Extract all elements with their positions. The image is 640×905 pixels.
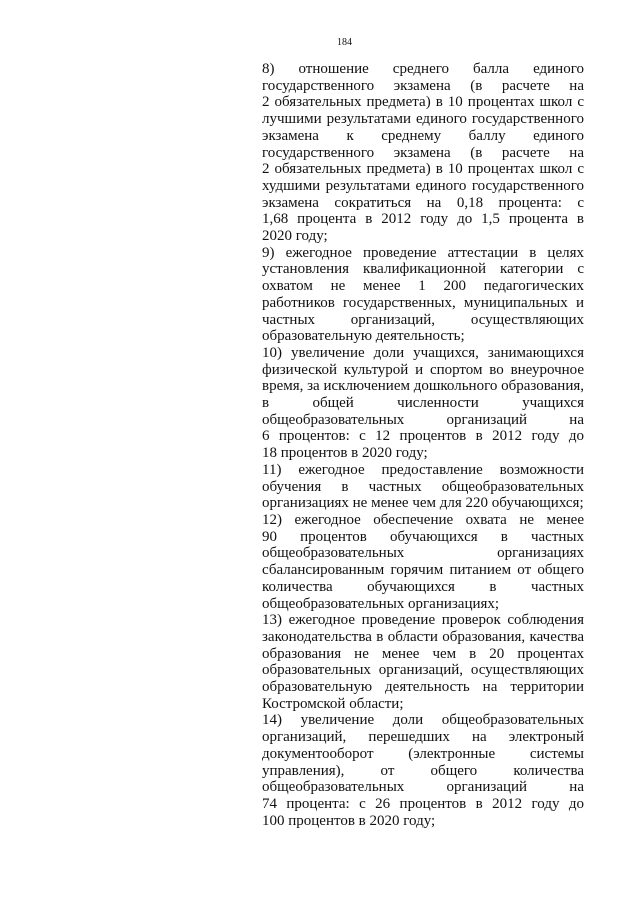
text-line: сбалансированным горячим питанием от общего <box>262 562 584 579</box>
text-line: 90 процентов обучающихся в частных <box>262 528 584 545</box>
list-item <box>262 345 584 462</box>
text-line: экзамена к среднему баллу единого <box>262 127 584 144</box>
text-line: лучшими результатами единого государственного <box>262 111 584 128</box>
text-line: 11) ежегодное предоставление возможности <box>262 461 584 478</box>
text-line: охватом не менее 1 200 педагогических <box>262 278 584 295</box>
text-line: экзамена сократиться на 0,18 процента: с <box>262 194 584 211</box>
text-line: 9) ежегодное проведение аттестации в целях <box>262 244 584 261</box>
text-line: работников государственных, муниципальных и <box>262 294 584 311</box>
text-line: 12) ежегодное обеспечение охвата не менее <box>262 511 584 528</box>
text-line: в общей численности учащихся <box>262 395 584 412</box>
text-line: документооборот (электронные системы <box>262 745 584 762</box>
document-body <box>262 61 584 829</box>
text-line: частных организаций, осуществляющих <box>262 311 584 328</box>
text-line: 74 процента: с 26 процентов в 2012 году до <box>262 795 584 812</box>
text-line: 2020 году; <box>262 228 328 245</box>
text-line: 14) увеличение доли общеобразовательных <box>262 712 584 729</box>
list-item <box>262 245 584 345</box>
text-line: общеобразовательных организаций на <box>262 411 584 428</box>
text-line: 8) отношение среднего балла единого <box>262 61 584 77</box>
text-line: законодательства в области образования, качества <box>262 628 584 645</box>
text-line: время, за исключением дошкольного образования, <box>262 378 584 395</box>
text-line: 2 обязательных предмета) в 10 процентах школ с <box>262 161 584 178</box>
text-line: Костромской области; <box>262 695 404 712</box>
text-line: образовательную деятельность на территории <box>262 679 584 696</box>
list-item <box>262 712 584 829</box>
text-line: общеобразовательных организациях <box>262 545 584 562</box>
list-item <box>262 61 584 245</box>
text-line: управления), от общего количества <box>262 762 584 779</box>
text-line: государственного экзамена (в расчете на <box>262 144 584 161</box>
text-line: 2 обязательных предмета) в 10 процентах школ с <box>262 94 584 111</box>
text-line: образовательную деятельность; <box>262 328 465 345</box>
page-number: 184 <box>337 37 352 48</box>
list-item <box>262 462 584 512</box>
text-line: государственного экзамена (в расчете на <box>262 77 584 94</box>
text-line: образования не менее чем в 20 процентах <box>262 645 584 662</box>
text-line: общеобразовательных организаций на <box>262 779 584 796</box>
text-line: образовательных организаций, осуществляющих <box>262 662 584 679</box>
text-line: 100 процентов в 2020 году; <box>262 812 436 829</box>
text-line: 1,68 процента в 2012 году до 1,5 процента в <box>262 211 584 228</box>
text-line: организациях не менее чем для 220 обучающихся; <box>262 495 584 512</box>
text-line: общеобразовательных организациях; <box>262 595 500 612</box>
text-line: обучения в частных общеобразовательных <box>262 478 584 495</box>
list-item <box>262 512 584 612</box>
text-line: количества обучающихся в частных <box>262 578 584 595</box>
list-item <box>262 612 584 712</box>
text-line: 13) ежегодное проведение проверок соблюдения <box>262 612 584 629</box>
text-line: 18 процентов в 2020 году; <box>262 445 428 462</box>
text-line: худшими результатами единого государственного <box>262 177 584 194</box>
text-line: организаций, перешедших на электроный <box>262 729 584 746</box>
text-line: физической культурой и спортом во внеурочное <box>262 361 584 378</box>
text-line: 6 процентов: с 12 процентов в 2012 году до <box>262 428 584 445</box>
text-line: установления квалификационной категории с <box>262 261 584 278</box>
text-line: 10) увеличение доли учащихся, занимающихся <box>262 344 584 361</box>
